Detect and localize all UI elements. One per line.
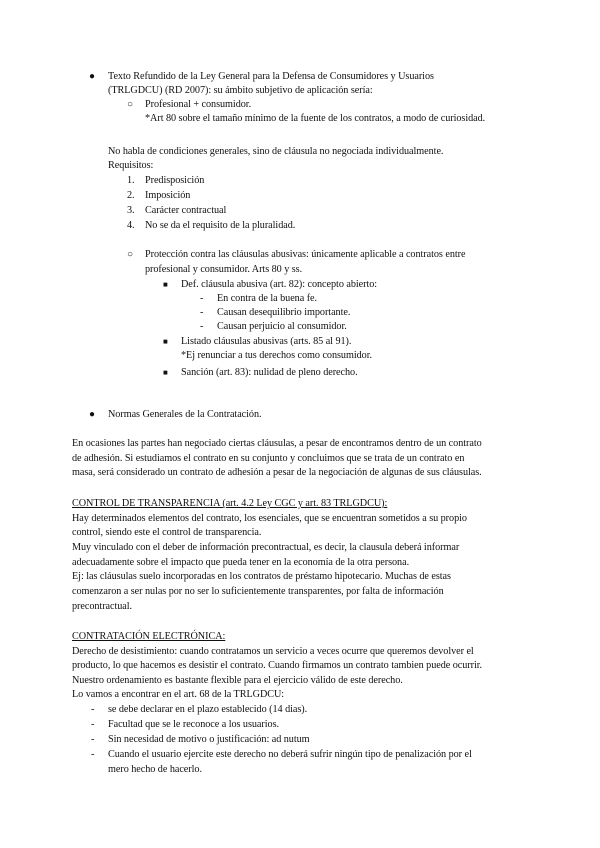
text-line: Listado cláusulas abusivas (arts. 85 al 91).: [181, 336, 352, 347]
section-heading: CONTROL DE TRANSPARENCIA (art. 4.2 Ley CGC y art. 83 TRLGDCU):: [72, 498, 388, 509]
text-line: control, siendo este el control de transparencia.: [72, 527, 262, 538]
text-line: Requisitos:: [108, 160, 154, 171]
dash-icon: -: [91, 719, 95, 730]
square-bullet-icon: ■: [163, 280, 168, 289]
list-item: Imposición: [145, 190, 191, 201]
text-line: En ocasiones las partes han negociado ciertas cláusulas, a pesar de encontramos dentro de un contrato: [72, 438, 482, 449]
list-item: Causan desequilibrio importante.: [217, 307, 351, 318]
text-line: precontractual.: [72, 601, 133, 612]
dash-icon: -: [200, 293, 204, 304]
list-number: 3.: [127, 205, 135, 216]
list-number: 1.: [127, 175, 135, 186]
text-line: Ej: las cláusulas suelo incorporadas en los contratos de préstamo hipotecario. Muchas de estas: [72, 571, 451, 582]
text-line: Derecho de desistimiento: cuando contratamos un servicio a veces ocurre que queremos devolver el: [72, 646, 474, 657]
dash-icon: -: [91, 734, 95, 745]
list-item: se debe declarar en el plazo establecido (14 dias).: [108, 704, 308, 715]
list-number: 4.: [127, 220, 135, 231]
dash-icon: -: [200, 321, 204, 332]
list-item: Sin necesidad de motivo o justificación: ad nutum: [108, 734, 310, 745]
list-item: Facultad que se le reconoce a los usuarios.: [108, 719, 279, 730]
text-line: (TRLGDCU) (RD 2007): su ámbito subjetivo de aplicación sería:: [108, 85, 373, 96]
text-line: comenzaron a ser nulas por no ser lo suficientemente transparentes, por falta de información: [72, 586, 444, 597]
text-line: Profesional + consumidor.: [145, 99, 252, 110]
text-line: masa, será considerado un contrato de adhesión a pesar de la negociación de algunas de sus cláusulas.: [72, 467, 482, 478]
square-bullet-icon: ■: [163, 368, 168, 377]
square-bullet-icon: ■: [163, 337, 168, 346]
dash-icon: -: [91, 704, 95, 715]
dash-icon: -: [91, 749, 95, 760]
text-line: Lo vamos a encontrar en el art. 68 de la TRLGDCU:: [72, 689, 285, 700]
list-item: Cuando el usuario ejercite este derecho no deberá sufrir ningún tipo de penalización por el: [108, 749, 472, 760]
text-line: No habla de condiciones generales, sino de cláusula no negociada individualmente.: [108, 146, 444, 157]
text-line: Texto Refundido de la Ley General para la Defensa de Consumidores y Usuarios: [108, 71, 434, 82]
text-line: *Art 80 sobre el tamaño mínimo de la fuente de los contratos, a modo de curiosidad.: [145, 113, 486, 124]
text-line: mero hecho de hacerlo.: [108, 764, 202, 775]
circle-bullet-icon: ○: [127, 249, 134, 260]
text-line: Protección contra las cláusulas abusivas: únicamente aplicable a contratos entre: [145, 249, 466, 260]
bullet-icon: ●: [89, 409, 96, 420]
text-line: *Ej renunciar a tus derechos como consumidor.: [181, 350, 372, 361]
text-line: Muy vinculado con el deber de información precontractual, es decir, la clausula deberá informar: [72, 542, 460, 553]
list-item: Predisposición: [145, 175, 205, 186]
circle-bullet-icon: ○: [127, 99, 134, 110]
bullet-icon: ●: [89, 71, 96, 82]
text-line: Def. cláusula abusiva (art. 82): concepto abierto:: [181, 279, 378, 290]
text-line: producto, lo que hacemos es desistir el contrato. Cuando firmamos un contrato tambien puede ocurrir.: [72, 660, 483, 671]
list-item: No se da el requisito de la pluralidad.: [145, 220, 296, 231]
list-item: En contra de la buena fe.: [217, 293, 318, 304]
dash-icon: -: [200, 307, 204, 318]
text-line: Nuestro ordenamiento es bastante flexible para el ejercicio válido de este derecho.: [72, 675, 403, 686]
text-line: profesional y consumidor. Arts 80 y ss.: [145, 264, 303, 275]
list-number: 2.: [127, 190, 135, 201]
text-line: Sanción (art. 83): nulidad de pleno derecho.: [181, 367, 358, 378]
text-line: Hay determinados elementos del contrato, los esenciales, que se encuentran sometidos a su propio: [72, 513, 467, 524]
list-item: Carácter contractual: [145, 205, 227, 216]
list-item: Causan perjuicio al consumidor.: [217, 321, 347, 332]
section-heading: CONTRATACIÓN ELECTRÓNICA:: [72, 631, 226, 642]
text-line: adecuadamente sobre el impacto que pueda tener en la economía de la otra persona.: [72, 557, 410, 568]
text-line: de adhesión. Si estudiamos el contrato en su conjunto y concluimos que se trata de un contrato en: [72, 453, 465, 464]
text-line: Normas Generales de la Contratación.: [108, 409, 262, 420]
